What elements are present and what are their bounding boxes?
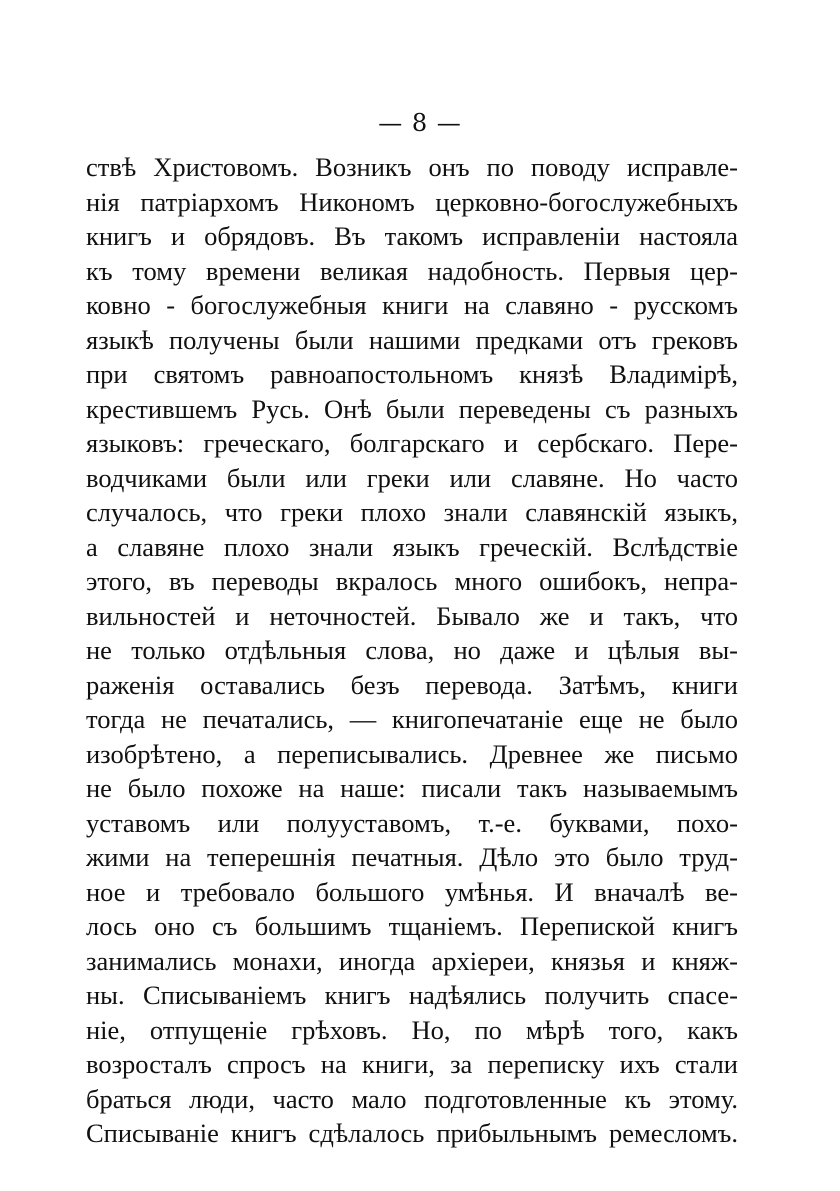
text-line: ны. Списываніемъ книгъ надѣялись получить спасе- [86,980,738,1010]
text-line: нія патріархомъ Никономъ церковно-богослужебныхъ [86,186,738,217]
text-line: а славяне плохо знали языкъ греческій. Вслѣдствіе [86,531,738,562]
text-line: раженія оставались безъ перевода. Затѣмъ, книги [86,669,738,700]
text-line: изобрѣтено, а переписывались. Древнее же письмо [86,738,738,769]
text-line: Списываніе книгъ сдѣлалось прибыльнымъ ремесломъ. [86,1118,738,1148]
text-line: лось оно съ большимъ тщаніемъ. Перепиской книгъ [86,911,738,941]
text-line: книгъ и обрядовъ. Въ такомъ исправленіи настояла [86,221,738,251]
text-line: вильностей и неточностей. Бывало же и такъ, что [86,600,738,631]
text-line: крестившемъ Русь. Онѣ были переведены съ разныхъ [86,393,738,424]
text-line: ствѣ Христовомъ. Возникъ онъ по поводу исправле- [86,152,738,182]
text-line: къ тому времени великая надобность. Первыя цер- [86,255,738,286]
text-line: тогда не печатались, — книгопечатаніе еще не было [86,704,738,734]
page-number: — 8 — [378,109,462,137]
text-line: при святомъ равноапостольномъ князѣ Владимірѣ, [86,359,738,389]
text-line: ковно - богослужебныя книги на славяно - русскомъ [86,290,738,320]
text-line: ное и требовало большого умѣнья. И вначалѣ ве- [86,876,738,907]
text-line: уставомъ или полууставомъ, т.-е. буквами, похо- [86,807,738,838]
text-line: занимались монахи, иногда архіереи, князья и княж- [86,945,738,976]
text-line: браться люди, часто мало подготовленные къ этому. [86,1083,738,1114]
text-line: этого, въ переводы вкралось много ошибокъ, непра- [86,566,738,596]
text-line: ніе, отпущеніе грѣховъ. Но, по мѣрѣ того, какъ [86,1014,738,1045]
body-text [86,150,738,1151]
text-line: возросталъ спросъ на книги, за переписку ихъ стали [86,1049,738,1079]
text-line: языкѣ получены были нашими предками отъ грековъ [86,324,738,355]
text-line: водчиками были или греки или славяне. Но часто [86,462,738,493]
text-line: случалось, что греки плохо знали славянскій языкъ, [86,497,738,527]
text-line: не было похоже на наше: писали такъ называемымъ [86,773,738,803]
text-line: жими на теперешнія печатныя. Дѣло это было труд- [86,842,738,872]
text-line: не только отдѣльныя слова, но даже и цѣлыя вы- [86,635,738,665]
text-line: языковъ: греческаго, болгарскаго и сербскаго. Пере- [86,428,738,458]
